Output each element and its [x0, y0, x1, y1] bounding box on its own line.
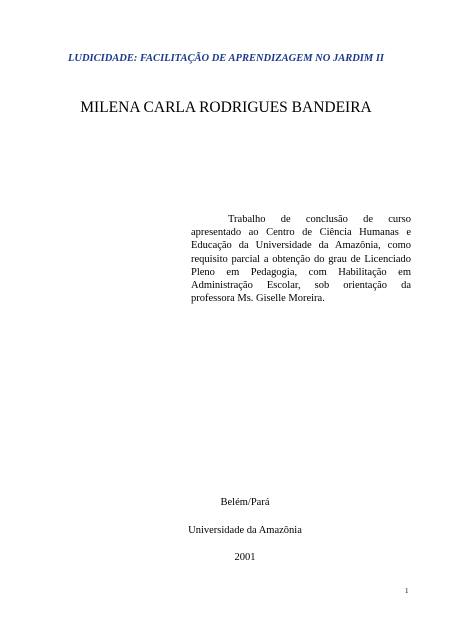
- page-number: 1: [405, 587, 409, 595]
- author-name: MILENA CARLA RODRIGUES BANDEIRA: [80, 99, 372, 116]
- document-title: LUDICIDADE: FACILITAÇÃO DE APRENDIZAGEM NO JARDIM II: [67, 53, 385, 64]
- year-line: 2001: [234, 552, 256, 563]
- abstract-text: Trabalho de conclusão de curso apresentado ao Centro de Ciência Humanas e Educação da Universidade da Amazônia, como requisito parcial a obtenção do grau de Licenciado Pleno em Pedagogia, com Habilitação em Administração Escolar, sob orientação da professora Ms. Giselle Moreira.: [191, 214, 411, 305]
- abstract-block: [191, 213, 411, 305]
- institution-line: Universidade da Amazônia: [188, 525, 302, 536]
- city-line: Belém/Pará: [220, 497, 270, 508]
